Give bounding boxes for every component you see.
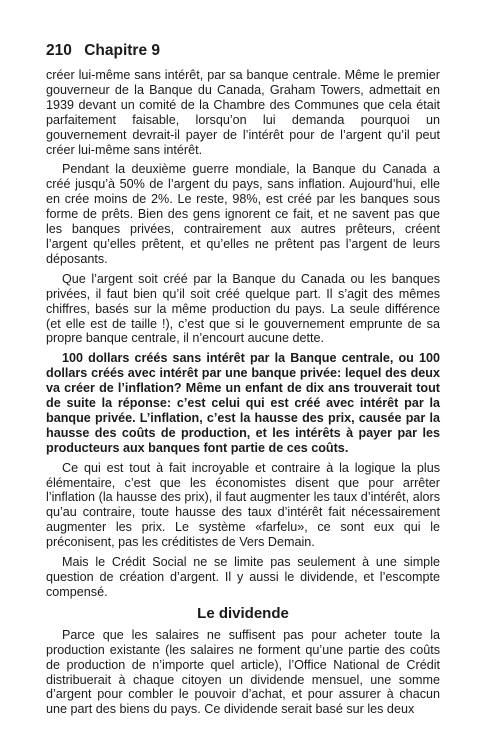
paragraph-economists: Ce qui est tout à fait incroyable et contraire à la logique la plus élémentaire, c’est que les économistes disent que pour arrêter l’inflation (la hausse des prix), il faut augmenter les taux d’intérêt, alors qu’au contraire, toute hausse des taux d’intérêt fait nécessairement augmenter les prix. Le système «farfelu», ce sont eux qui le préconisent, pas les créditistes de Vers Demain. bbox=[46, 460, 440, 550]
running-head bbox=[46, 42, 440, 60]
paragraph-continued: créer lui-même sans intérêt, par sa banque centrale. Même le premier gouverneur de la Banque du Canada, Graham Towers, admettait en 1939 devant un comité de la Chambre des Communes que cela était parfaitement faisable, lorsqu’on lui demanda pourquoi un gouvernement devrait-il payer de l’intérêt pour de l’argent qu’il peut créer lui-même sans intérêt. bbox=[46, 68, 440, 157]
paragraph-inflation-bold: 100 dollars créés sans intérêt par la Banque centrale, ou 100 dollars créés avec intérêt par une banque privée: lequel des deux va créer de l’inflation? Même un enfant de dix ans trouverait tout de suite la réponse: c’est celui qui est créé avec intérêt par la banque privée. L’inflation, c’est la hausse des prix, causée par la hausse des coûts de production, et les intérêts à payer par les producteurs aux banques font partie de ces coûts. bbox=[46, 351, 440, 455]
paragraph-same-figures: Que l’argent soit créé par la Banque du Canada ou les banques privées, il faut bien qu’il soit créé quelque part. Il s’agit des mêmes chiffres, basés sur la même production du pays. La seule différence (et elle est de taille !), c’est que si le gouvernement emprunte de sa propre banque centrale, il n’encourt aucune dette. bbox=[46, 271, 440, 346]
paragraph-wartime: Pendant la deuxième guerre mondiale, la Banque du Canada a créé jusqu’à 50% de l’argent du pays, sans inflation. Aujourd’hui, elle en crée moins de 2%. Le reste, 98%, est créé par les banques sous forme de prêts. Bien des gens ignorent ce fait, et ne savent pas que les banques privées, contrairement aux autres prêteurs, créent l’argent qu’elles prêtent, et qu’elles ne prêtent pas l’argent de leurs déposants. bbox=[46, 162, 440, 266]
paragraph-dividend: Parce que les salaires ne suffisent pas pour acheter toute la production existante (les salaires ne forment qu’une partie des coûts de production de n’importe quel article), l’Office National de Crédit distribuerait à chaque citoyen un dividende mensuel, une somme d’argent pour combler le pouvoir d’achat, et pour assurer à chacun une part des biens du pays. Ce dividende serait basé sur les deux bbox=[46, 627, 440, 717]
chapter-title: Chapitre 9 bbox=[84, 42, 160, 59]
page-number: 210 bbox=[46, 42, 72, 59]
section-heading: Le dividende bbox=[197, 604, 289, 622]
paragraph-social-credit: Mais le Crédit Social ne se limite pas seulement à une simple question de création d’argent. Il y aussi le dividende, et l’escompte compensé. bbox=[46, 555, 440, 599]
book-page bbox=[46, 42, 440, 717]
